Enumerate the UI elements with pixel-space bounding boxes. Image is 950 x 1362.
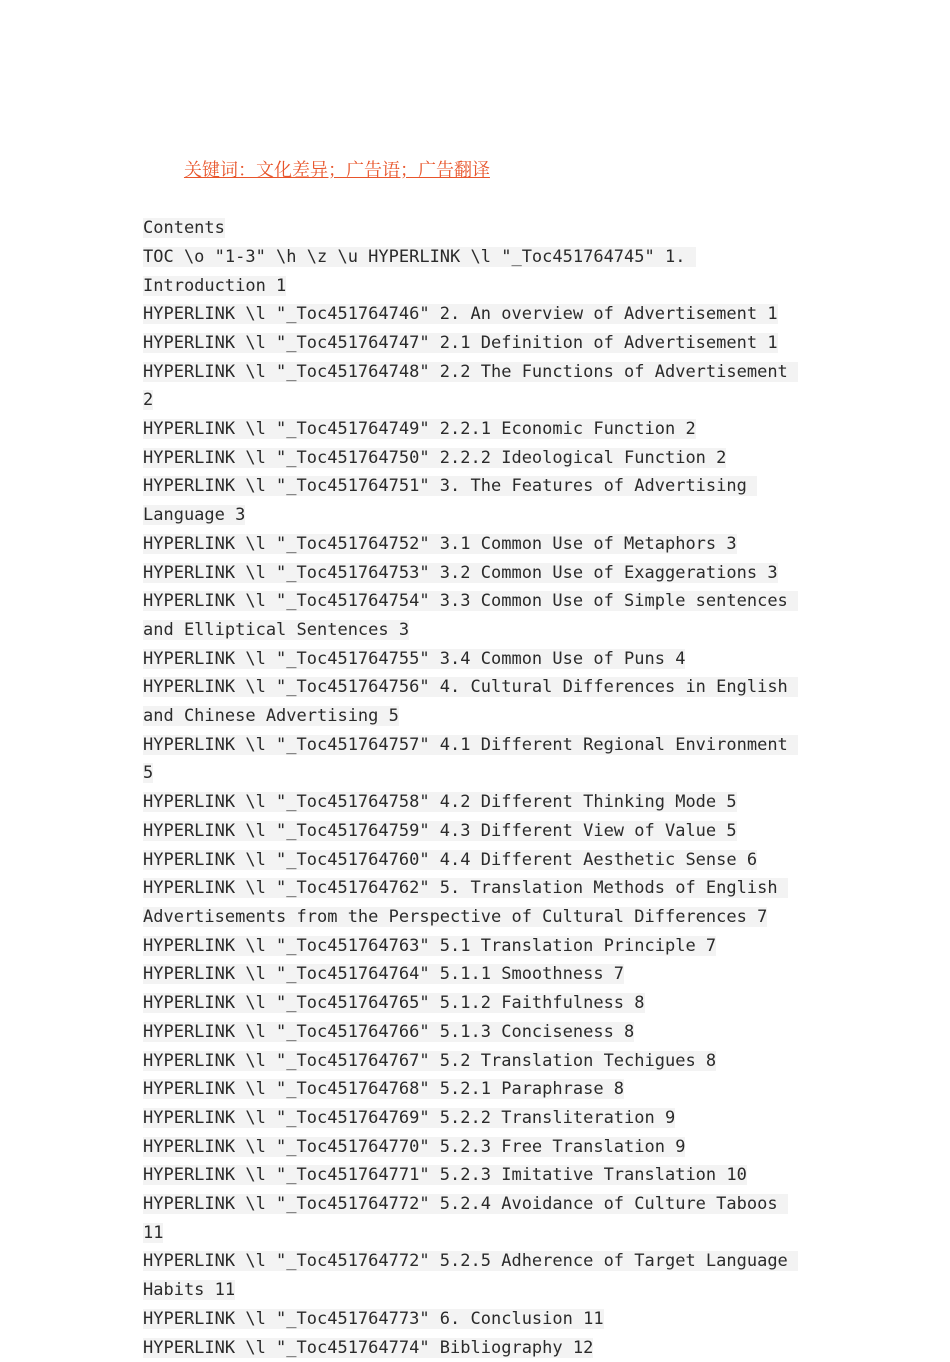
toc-entry[interactable]	[143, 1075, 803, 1104]
toc-entry[interactable]	[143, 1018, 803, 1047]
toc-entry[interactable]	[143, 415, 803, 444]
toc-entry[interactable]	[143, 645, 803, 674]
toc-entry-text: HYPERLINK \l "_Toc451764746" 2. An overview of Advertisement 1	[143, 304, 778, 325]
toc-entry-text: HYPERLINK \l "_Toc451764751" 3. The Features of Advertising Language 3	[143, 476, 758, 526]
toc-entry-text: HYPERLINK \l "_Toc451764750" 2.2.2 Ideological Function 2	[143, 447, 727, 468]
toc-entry-text: HYPERLINK \l "_Toc451764774" Bibliography 12	[143, 1337, 594, 1358]
toc-entry-text: HYPERLINK \l "_Toc451764762" 5. Translation Methods of English Advertisements from the Perspective of Cultural Differences 7	[143, 878, 788, 927]
toc-entry-text: HYPERLINK \l "_Toc451764749" 2.2.1 Economic Function 2	[143, 419, 696, 440]
contents-heading	[143, 214, 803, 243]
toc-entry[interactable]	[143, 989, 803, 1018]
toc-entry-text: HYPERLINK \l "_Toc451764770" 5.2.3 Free Translation 9	[143, 1136, 686, 1157]
toc-entry-text: HYPERLINK \l "_Toc451764759" 4.3 Different View of Value 5	[143, 820, 737, 841]
toc-entry[interactable]	[143, 472, 803, 529]
toc-entry[interactable]	[143, 300, 803, 329]
toc-entry[interactable]	[143, 1104, 803, 1133]
toc-entry[interactable]	[143, 1161, 803, 1190]
toc-entry[interactable]	[143, 329, 803, 358]
toc-entry[interactable]	[143, 358, 803, 415]
document-page	[143, 128, 803, 1362]
keywords-link[interactable]: 关键词：文化差异；广告语；广告翻译	[183, 159, 490, 181]
toc-entry-text: HYPERLINK \l "_Toc451764758" 4.2 Different Thinking Mode 5	[143, 792, 737, 813]
toc-entry-text: HYPERLINK \l "_Toc451764760" 4.4 Different Aesthetic Sense 6	[143, 849, 758, 870]
toc-entry-text: HYPERLINK \l "_Toc451764757" 4.1 Different Regional Environment 5	[143, 734, 799, 784]
toc-entry[interactable]	[143, 1247, 803, 1304]
toc-entry-text: HYPERLINK \l "_Toc451764748" 2.2 The Functions of Advertisement 2	[143, 361, 799, 411]
toc-entry-text: HYPERLINK \l "_Toc451764754" 3.3 Common Use of Simple sentences and Elliptical Sentences 3	[143, 591, 799, 640]
toc-entry-text: HYPERLINK \l "_Toc451764773" 6. Conclusion 11	[143, 1308, 604, 1329]
toc-entry[interactable]	[143, 817, 803, 846]
toc-entry-text: HYPERLINK \l "_Toc451764753" 3.2 Common Use of Exaggerations 3	[143, 562, 778, 583]
toc-entry[interactable]	[143, 960, 803, 989]
contents-heading-text: Contents	[143, 218, 225, 239]
keywords-line	[143, 128, 803, 214]
toc-entry-text: HYPERLINK \l "_Toc451764771" 5.2.3 Imitative Translation 10	[143, 1165, 747, 1186]
toc-entry[interactable]	[143, 731, 803, 788]
toc-entry-text: HYPERLINK \l "_Toc451764763" 5.1 Translation Principle 7	[143, 935, 717, 956]
toc-entry[interactable]	[143, 559, 803, 588]
toc-entry[interactable]	[143, 1133, 803, 1162]
toc-entry[interactable]	[143, 587, 803, 644]
toc-entry-text: HYPERLINK \l "_Toc451764747" 2.1 Definition of Advertisement 1	[143, 332, 778, 353]
toc-entry[interactable]	[143, 788, 803, 817]
toc-entry-text: HYPERLINK \l "_Toc451764768" 5.2.1 Paraphrase 8	[143, 1079, 625, 1100]
toc-entry[interactable]	[143, 1334, 803, 1362]
toc-entry-text: HYPERLINK \l "_Toc451764772" 5.2.5 Adherence of Target Language Habits 11	[143, 1251, 799, 1301]
toc-entry[interactable]	[143, 1190, 803, 1247]
toc-entry-text: HYPERLINK \l "_Toc451764769" 5.2.2 Transliteration 9	[143, 1107, 676, 1128]
toc-entry[interactable]	[143, 1305, 803, 1334]
toc-entry[interactable]	[143, 530, 803, 559]
toc-entry-text: HYPERLINK \l "_Toc451764756" 4. Cultural Differences in English and Chinese Advertising 5	[143, 677, 799, 727]
table-of-contents	[143, 243, 803, 1362]
toc-entry-text: HYPERLINK \l "_Toc451764765" 5.1.2 Faithfulness 8	[143, 993, 645, 1014]
toc-entry[interactable]	[143, 1047, 803, 1076]
toc-entry-text: HYPERLINK \l "_Toc451764767" 5.2 Translation Techigues 8	[143, 1050, 717, 1071]
toc-entry-text: HYPERLINK \l "_Toc451764752" 3.1 Common Use of Metaphors 3	[143, 533, 737, 554]
toc-entry[interactable]	[143, 874, 803, 931]
toc-entry-text: HYPERLINK \l "_Toc451764772" 5.2.4 Avoidance of Culture Taboos 11	[143, 1194, 788, 1243]
toc-entry[interactable]	[143, 932, 803, 961]
toc-entry[interactable]	[143, 673, 803, 730]
toc-entry-text: HYPERLINK \l "_Toc451764764" 5.1.1 Smoothness 7	[143, 964, 625, 985]
toc-entry-text: TOC \o "1-3" \h \z \u HYPERLINK \l "_Toc451764745" 1. Introduction 1	[143, 246, 696, 296]
toc-entry-text: HYPERLINK \l "_Toc451764766" 5.1.3 Conciseness 8	[143, 1021, 635, 1042]
toc-entry[interactable]	[143, 444, 803, 473]
toc-entry[interactable]	[143, 243, 803, 300]
toc-entry[interactable]	[143, 846, 803, 875]
toc-entry-text: HYPERLINK \l "_Toc451764755" 3.4 Common Use of Puns 4	[143, 648, 686, 669]
